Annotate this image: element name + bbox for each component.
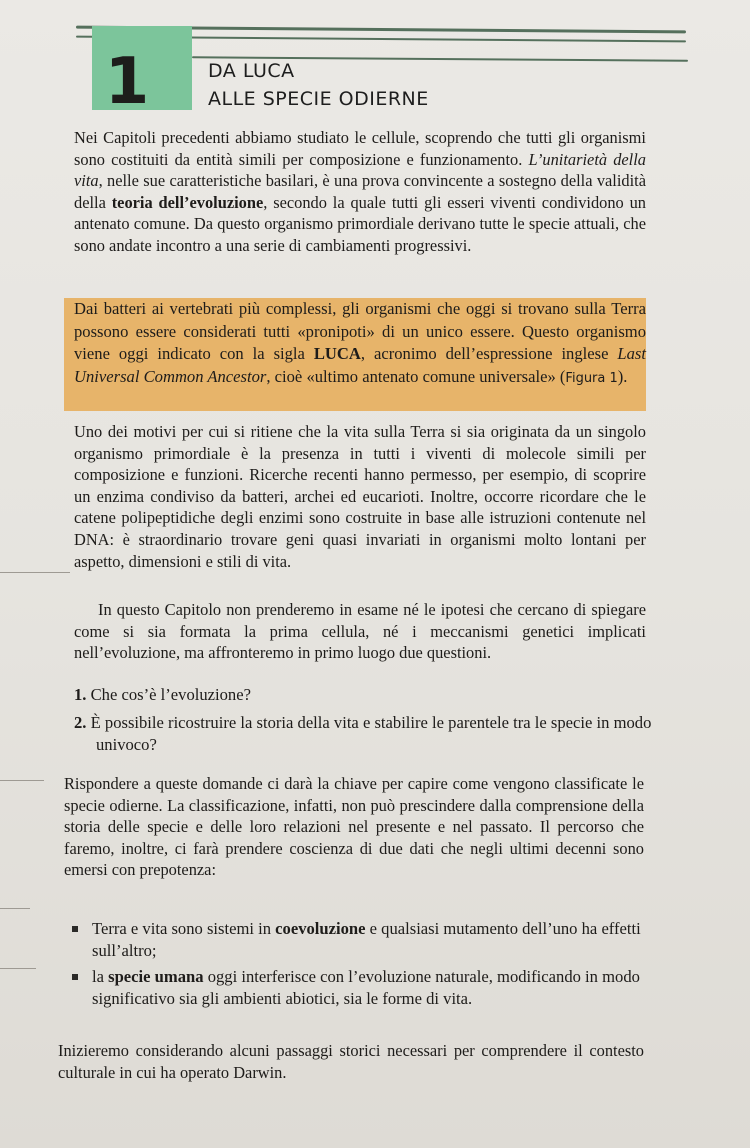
intro-italic-term: L’unitarietà della vita [74,149,646,191]
bullet-1-text-a: Terra e vita sono sistemi in [92,919,276,938]
paragraph-classification: Rispondere a queste domande ci darà la chiave per capire come vengono classificate le specie odierne. La classificazione, infatti, non può prescindere dalla comprensione della storia delle specie e delle loro relazioni nel presente e nel passato. Il percorso che faremo, inoltre, ci farà prendere coscienza di due dati che negli ultimi decenni sono emersi con prepotenza: [64,774,644,880]
highlight-paragraph [74,298,646,390]
bullet-1-bold: coevoluzione [275,919,366,938]
highlight-sentence-4: ). [617,366,628,386]
margin-mark [0,780,44,781]
question-2-text: È possibile ricostruire la storia della vita e stabilire le parentele tra le specie in modo univoco? [90,713,652,754]
paragraph-molecules: Uno dei motivi per cui si ritiene che la vita sulla Terra si sia originata da un singolo organismo primordiale è la presenza in tutti i viventi di molecole simili per composizione e funzioni. Ricerche recenti hanno permesso, per esempio, di scoprire un enzima condiviso da batteri, archei ed eucarioti. Inoltre, occorre ricordare che le catene polipeptidiche degli enzimi sono costruite in base alle istruzioni contenute nel DNA: è straordinario trovare geni quasi invariati in organismi molto lontani per aspetto, dimensioni e stili di vita. [74,422,646,571]
paragraph-darwin: Inizieremo considerando alcuni passaggi storici necessari per comprendere il contesto culturale in cui ha operato Darwin. [58,1041,644,1082]
margin-mark [0,908,30,909]
bullet-human-species [92,966,648,1009]
chapter-number: 1 [104,45,150,119]
bullet-marker [72,926,78,932]
highlight-luca: LUCA [313,344,361,364]
margin-mark [0,968,36,969]
bullet-2-text-b: oggi interferisce con l’evoluzione naturale, modificando in modo significativo sia gli ambienti abiotici, sia le forme di vita. [92,967,640,1008]
intro-paragraph [74,127,646,257]
intro-sentence-1: Nei Capitoli precedenti abbiamo studiato le cellule, scoprendo che tutti gli organismi sono costituiti da entità simili per composizione e funzionamento. [74,128,646,169]
highlight-sentence-2: , acronimo dell’espressione inglese [360,344,618,364]
highlight-sentence-3: , cioè «ultimo antenato comune universale» ( [266,366,566,386]
question-2-number: 2. [74,713,87,732]
intro-bold-term: teoria dell’evoluzione [111,192,264,212]
intro-sentence-2: , nelle sue caratteristiche basilari, è una prova convincente a sostegno della validità della [74,171,646,212]
paragraph-chapter-scope: In questo Capitolo non prenderemo in esame né le ipotesi che cercano di spiegare come si sia formata la prima cellula, né i meccanismi genetici implicati nell’evoluzione, ma affronteremo in primo luogo due questioni. [74,600,646,663]
highlight-sentence-1: Dai batteri ai vertebrati più complessi, gli organismi che oggi si trovano sulla Terra possono essere considerati tutti «pronipoti» di un unico essere. Questo organismo viene oggi indicato con la sigla [74,299,646,364]
chapter-title-line-2: ALLE SPECIE ODIERNE [208,88,429,110]
highlight-italic-term: Last Universal Common Ancestor [74,344,646,386]
bullet-1-text-b: e qualsiasi mutamento dell’uno ha effetti sull’altro; [92,919,641,960]
intro-sentence-3: , secondo la quale tutti gli esseri viventi condividono un antenato comune. Da questo organismo primordiale derivano tutte le specie attuali, che sono andate incontro a una serie di cambiamenti progressivi. [74,192,647,255]
bullet-marker [72,974,78,980]
bullet-coevolution [92,918,648,961]
bullet-2-text-a: la [92,967,109,986]
margin-mark [0,572,70,573]
chapter-title-line-1: DA LUCA [208,60,295,82]
question-2 [74,712,676,755]
question-1 [74,684,646,706]
bullet-2-bold: specie umana [108,967,204,986]
figure-reference-link[interactable]: Figura 1 [565,370,618,386]
question-1-number: 1. [74,685,87,704]
question-1-text: Che cos’è l’evoluzione? [90,685,251,704]
